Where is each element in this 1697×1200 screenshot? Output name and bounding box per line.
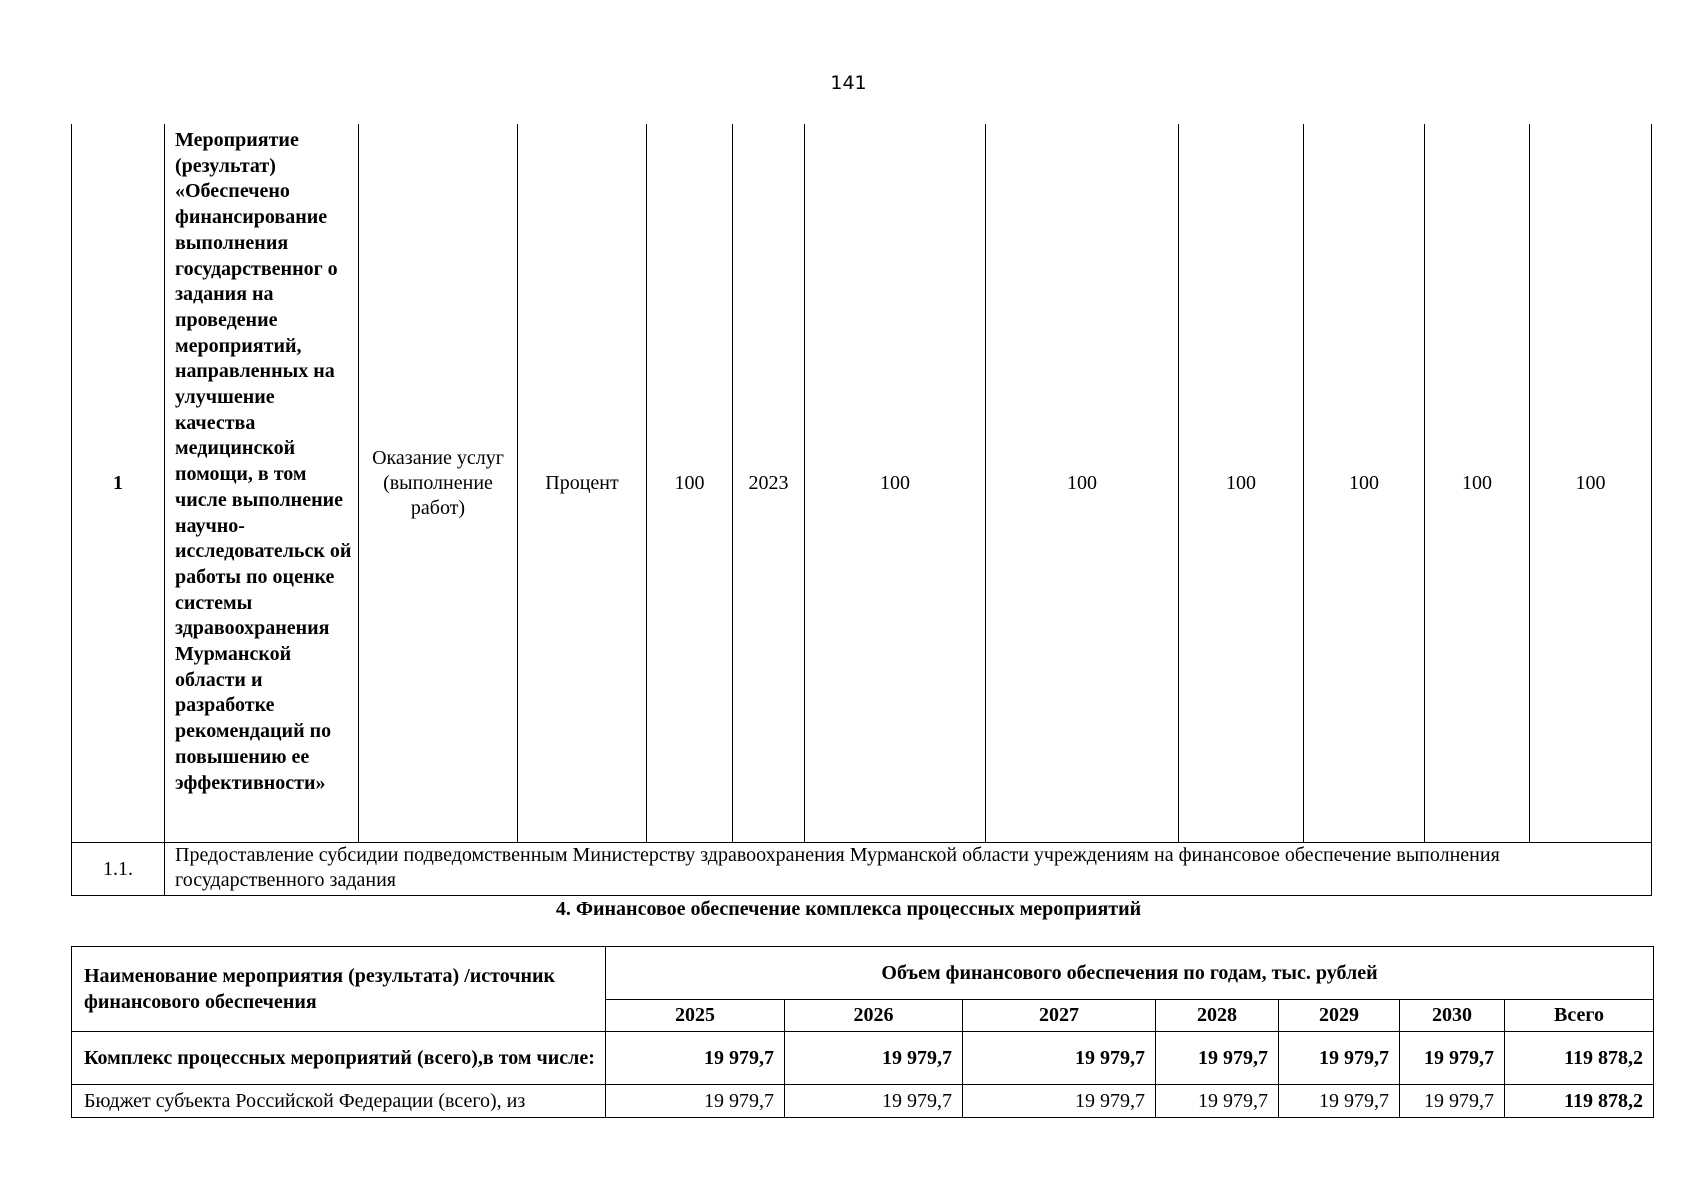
finance-table [71,946,1654,1118]
activity-row [72,124,1652,843]
amount-cell: 19 979,7 [1156,1032,1279,1085]
value-cell: 100 [986,124,1179,843]
header-volume: Объем финансового обеспечения по годам, тыс. рублей [606,947,1654,1000]
base-year-cell: 2023 [733,124,805,843]
row-name: Бюджет субъекта Российской Федерации (всего), из [72,1085,606,1118]
activity-subrow [72,843,1652,896]
total-cell: 119 878,2 [1505,1085,1654,1118]
total-header: Всего [1505,1000,1654,1032]
amount-cell: 19 979,7 [785,1085,963,1118]
table-row [72,1085,1654,1118]
base-value-cell: 100 [647,124,733,843]
amount-cell: 19 979,7 [1279,1032,1400,1085]
header-name: Наименование мероприятия (результата) /источник финансового обеспечения [72,947,606,1032]
row-name: Комплекс процессных мероприятий (всего),в том числе: [72,1032,606,1085]
year-header: 2028 [1156,1000,1279,1032]
event-name: Мероприятие (результат) «Обеспечено финансирование выполнения государственног о задания на проведение мероприятий, направленных на улучшение качества медицинской помощи, в том числе выполнение научно-исследовательск ой работы по оценке системы здравоохранения Мурманской области и разработке рекомендаций по повышению ее эффективности» [165,124,359,843]
section-title: 4. Финансовое обеспечение комплекса процессных мероприятий [555,898,1142,920]
year-header: 2029 [1279,1000,1400,1032]
subrow-number: 1.1. [72,843,165,896]
activity-table [71,124,1652,896]
amount-cell: 19 979,7 [1156,1085,1279,1118]
year-header: 2026 [785,1000,963,1032]
value-cell: 100 [805,124,986,843]
year-header: 2027 [963,1000,1156,1032]
year-header: 2030 [1400,1000,1505,1032]
row-number: 1 [72,124,165,843]
page-number: 141 [830,72,867,94]
year-header: 2025 [606,1000,785,1032]
value-cell: 100 [1304,124,1425,843]
amount-cell: 19 979,7 [1279,1085,1400,1118]
value-cell: 100 [1179,124,1304,843]
amount-cell: 19 979,7 [606,1032,785,1085]
amount-cell: 19 979,7 [606,1085,785,1118]
value-cell: 100 [1425,124,1530,843]
total-cell: 119 878,2 [1505,1032,1654,1085]
amount-cell: 19 979,7 [785,1032,963,1085]
unit-cell: Процент [518,124,647,843]
finance-header-row [72,947,1654,1000]
amount-cell: 19 979,7 [963,1085,1156,1118]
value-cell: 100 [1530,124,1652,843]
event-type: Оказание услуг (выполнение работ) [359,124,518,843]
subrow-text: Предоставление субсидии подведомственным Министерству здравоохранения Мурманской области учреждениям на финансовое обеспечение выполнения государственного задания [165,843,1652,896]
amount-cell: 19 979,7 [963,1032,1156,1085]
amount-cell: 19 979,7 [1400,1032,1505,1085]
amount-cell: 19 979,7 [1400,1085,1505,1118]
table-row [72,1032,1654,1085]
